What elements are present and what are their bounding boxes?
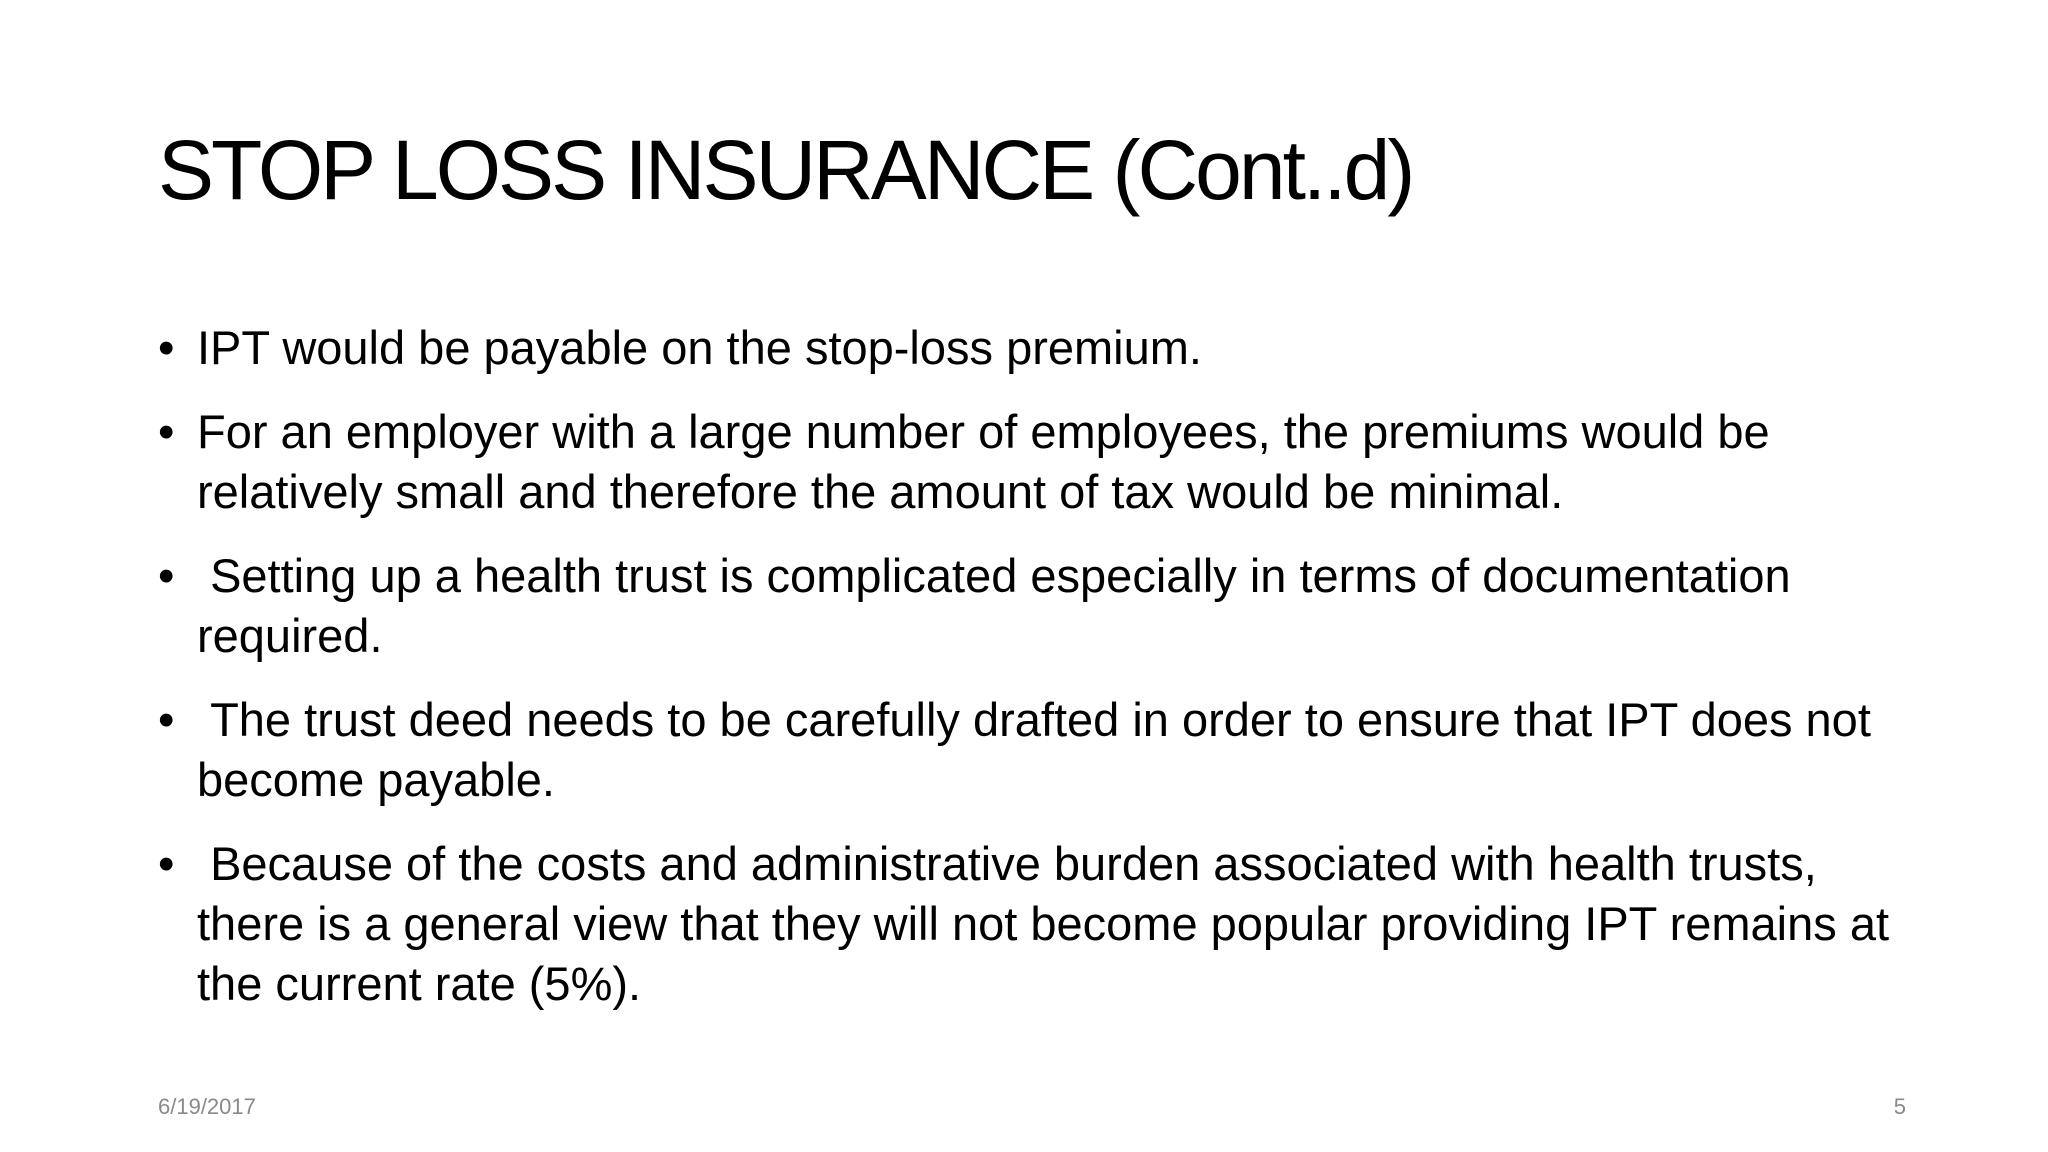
bullet-item-2: • For an employer with a large number of employees, the premiums would be relatively small and therefore the amount of tax would be minimal. xyxy=(158,402,1908,522)
footer-date: 6/19/2017 xyxy=(158,1094,256,1119)
footer-page-number: 5 xyxy=(1893,1094,1906,1119)
slide-title: STOP LOSS INSURANCE (Cont..d) xyxy=(158,123,1413,217)
bullet-list xyxy=(158,318,1908,1038)
bullet-item-4: • The trust deed needs to be carefully drafted in order to ensure that IPT does not become payable. xyxy=(158,690,1908,810)
bullet-item-1: • IPT would be payable on the stop-loss premium. xyxy=(158,318,1908,378)
bullet-item-3: • Setting up a health trust is complicated especially in terms of documentation required. xyxy=(158,546,1908,666)
bullet-item-5: • Because of the costs and administrative burden associated with health trusts, there is a general view that they will not become popular providing IPT remains at the current rate (5%). xyxy=(158,834,1908,1014)
